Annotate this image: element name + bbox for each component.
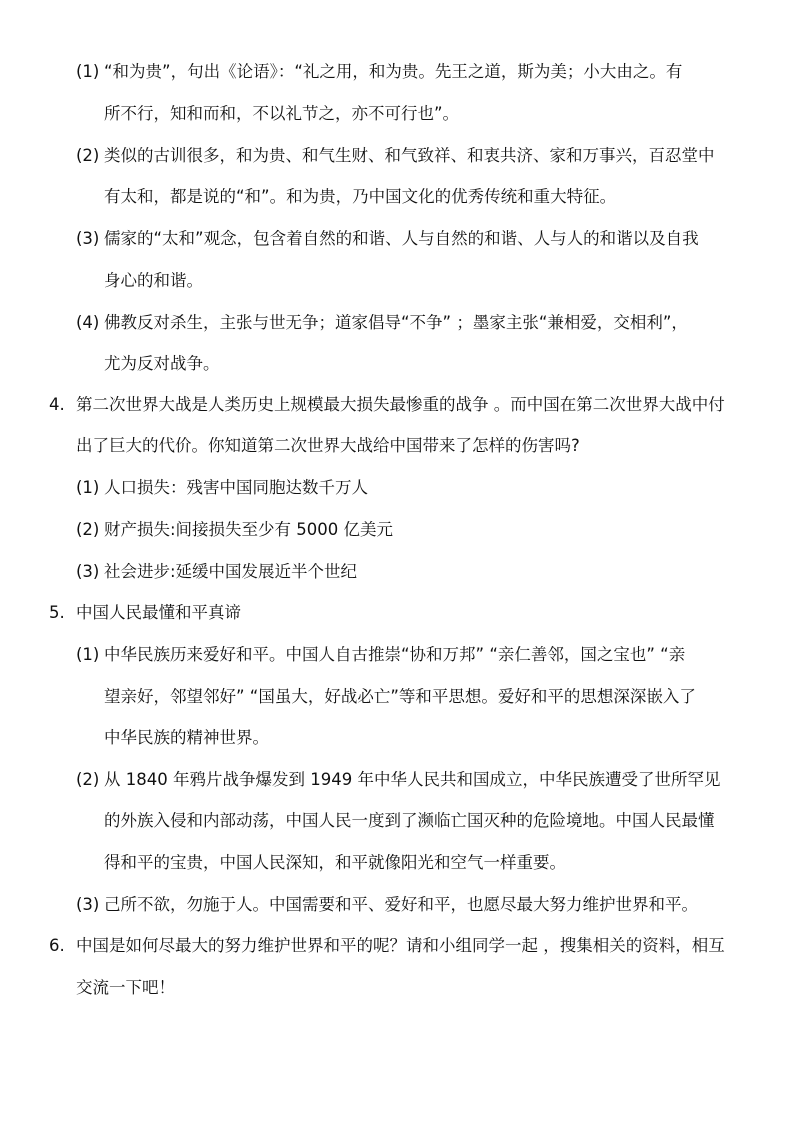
item-text: 佛教反对杀生，主张与世无争；道家倡导“不争” ；墨家主张“兼相爱，交相利”， xyxy=(104,313,688,332)
item-number: (2) xyxy=(76,770,100,789)
item-text: 的外族入侵和内部动荡，中国人民一度到了濒临亡国灭种的危险境地。中国人民最懂 xyxy=(104,811,715,830)
item-text: 类似的古训很多，和为贵、和气生财、和气致祥、和衷共济、家和万事兴，百忍堂中 xyxy=(104,146,715,165)
item-text: 从 1840 年鸦片战争爆发到 1949 年中华人民共和国成立，中华民族遭受了世所罕见 xyxy=(104,770,721,789)
item-text: 中华民族历来爱好和平。中国人自古推崇“协和万邦” “亲仁善邻，国之宝也” “亲 xyxy=(104,645,686,664)
question-text: 交流一下吧！ xyxy=(76,978,175,997)
item-text: 中华民族的精神世界。 xyxy=(104,728,269,747)
item-text: 人口损失：残害中国同胞达数千万人 xyxy=(104,478,368,497)
question-text: 出了巨大的代价。你知道第二次世界大战给中国带来了怎样的伤害吗? xyxy=(76,436,580,455)
question-text: 中国是如何尽最大的努力维护世界和平的呢？请和小组同学一起 ，搜集相关的资料，相互 xyxy=(76,936,725,955)
question-text: 中国人民最懂和平真谛 xyxy=(76,603,241,622)
item-text: 得和平的宝贵，中国人民深知，和平就像阳光和空气一样重要。 xyxy=(104,853,566,872)
item-text: 望亲好，邻望邻好” “国虽大，好战必亡”等和平思想。爱好和平的思想深深嵌入了 xyxy=(104,687,696,706)
item-text: “和为贵”，句出《论语》：“礼之用，和为贵。先王之道，斯为美；小大由之。有 xyxy=(104,62,683,81)
item-text: 身心的和谐。 xyxy=(104,271,203,290)
item-text: 儒家的“太和”观念，包含着自然的和谐、人与自然的和谐、人与人的和谐以及自我 xyxy=(104,229,699,248)
item-text: 所不行，知和而和，不以礼节之，亦不可行也”。 xyxy=(104,104,460,123)
item-number: (2) xyxy=(76,146,100,165)
item-number: (4) xyxy=(76,313,100,332)
item-number: (3) xyxy=(76,562,100,581)
question-number: 6. xyxy=(49,936,65,955)
item-text: 己所不欲，勿施于人。中国需要和平、爱好和平，也愿尽最大努力维护世界和平。 xyxy=(104,895,698,914)
item-number: (1) xyxy=(76,478,100,497)
question-number: 5. xyxy=(49,603,65,622)
item-text: 社会进步:延缓中国发展近半个世纪 xyxy=(104,562,358,581)
item-text: 财产损失:间接损失至少有 5000 亿美元 xyxy=(104,520,394,539)
item-number: (3) xyxy=(76,895,100,914)
item-number: (1) xyxy=(76,645,100,664)
item-number: (1) xyxy=(76,62,100,81)
question-number: 4. xyxy=(49,395,65,414)
item-text: 尤为反对战争。 xyxy=(104,354,220,373)
item-text: 有太和，都是说的“和”。和为贵，乃中国文化的优秀传统和重大特征。 xyxy=(104,187,617,206)
item-number: (3) xyxy=(76,229,100,248)
question-text: 第二次世界大战是人类历史上规模最大损失最惨重的战争 。而中国在第二次世界大战中付 xyxy=(76,395,725,414)
item-number: (2) xyxy=(76,520,100,539)
